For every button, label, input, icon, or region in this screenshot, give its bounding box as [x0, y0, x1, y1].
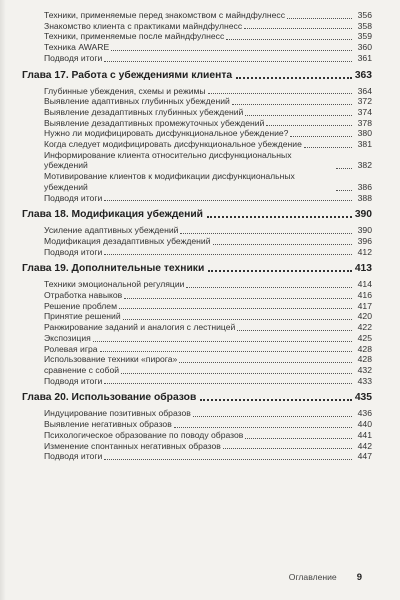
toc-entry-label: Знакомство клиента с практиками майндфулнесс [44, 20, 243, 31]
toc-entry-page: 440 [357, 419, 372, 430]
dot-leader [174, 427, 352, 428]
toc-entry-page: 436 [357, 408, 372, 419]
toc-entry-label: Ранжирование заданий и аналогия с лестницей [44, 322, 236, 333]
toc-entry-page: 358 [357, 20, 372, 31]
dot-leader [213, 244, 353, 245]
toc-entry [22, 193, 372, 204]
toc-entry [22, 419, 372, 430]
toc-entry-page: 420 [357, 311, 372, 322]
toc-entry-label: Модификация дезадаптивных убеждений [44, 235, 211, 246]
page-footer [289, 572, 362, 583]
toc-entry-label: Информирование клиента относительно дисфункциональных убеждений [44, 149, 292, 171]
toc-entry [22, 31, 372, 42]
dot-leader [104, 383, 352, 384]
toc-entry-page: 364 [357, 85, 372, 96]
toc-entry [22, 354, 372, 365]
chapter-page: 363 [354, 69, 372, 81]
dot-leader [124, 298, 352, 299]
dot-leader [266, 125, 352, 126]
toc-entry-page: 428 [357, 343, 372, 354]
toc-entry-label: Техника AWARE [44, 42, 110, 53]
dot-leader [100, 351, 352, 352]
toc-entry [22, 344, 372, 355]
toc-entry-page: 382 [357, 160, 372, 171]
dot-leader [104, 200, 352, 201]
toc-entry [22, 365, 372, 376]
toc-entry-label: Подводя итоги [44, 451, 103, 462]
toc-entry-page: 360 [357, 42, 372, 53]
toc-entry [22, 10, 372, 21]
toc-entry-page: 433 [357, 375, 372, 386]
dot-leader [179, 362, 352, 363]
dot-leader [245, 115, 352, 116]
toc-entry [22, 301, 372, 312]
toc-entry-label: сравнение с собой [44, 364, 120, 375]
dot-leader [290, 136, 352, 137]
toc-entry-page: 372 [357, 96, 372, 107]
toc-entry-page: 361 [357, 52, 372, 63]
footer-section-title: Оглавление [288, 572, 337, 582]
dot-leader [123, 319, 352, 320]
toc-entry-page: 412 [357, 246, 372, 257]
toc-entry-label: Мотивирование клиентов к модификации дисфункциональных убеждений [44, 171, 295, 192]
toc-entry [22, 441, 372, 452]
toc-entry-page: 417 [357, 300, 372, 311]
toc-entry-page: 396 [357, 235, 372, 246]
dot-leader [244, 28, 352, 29]
toc-entry [22, 430, 372, 441]
toc-entry-page: 442 [357, 440, 372, 451]
toc-entry-page: 416 [357, 290, 372, 301]
page-number: 9 [356, 572, 362, 583]
toc-entry-label: Выявление адаптивных глубинных убеждений [44, 96, 230, 107]
dot-leader [304, 147, 352, 148]
toc-entry [22, 86, 372, 97]
dot-leader [207, 216, 352, 218]
toc-entry [22, 290, 372, 301]
toc-entry-label: Подводя итоги [44, 375, 103, 386]
toc-entry [22, 107, 372, 118]
toc-entry-label: Глубинные убеждения, схемы и режимы [44, 85, 206, 96]
toc-entry [22, 150, 372, 171]
toc-entry [22, 96, 372, 107]
toc-entry [22, 225, 372, 236]
dot-leader [336, 168, 352, 169]
dot-leader [287, 18, 352, 19]
toc-entry-label: Когда следует модифицировать дисфункциональное убеждение [44, 139, 302, 150]
dot-leader [93, 341, 352, 342]
dot-leader [186, 287, 352, 288]
toc-entry-page: 380 [357, 128, 372, 139]
chapter-title: Глава 18. Модификация убеждений [22, 209, 204, 221]
chapter-page: 435 [354, 392, 372, 404]
chapter-title: Глава 20. Использование образов [22, 392, 197, 404]
table-of-contents [22, 10, 372, 462]
dot-leader [104, 61, 352, 62]
toc-entry-page: 386 [357, 181, 372, 192]
dot-leader [237, 330, 352, 331]
dot-leader [200, 399, 352, 401]
toc-entry-label: Индуцирование позитивных образов [44, 408, 191, 419]
toc-entry-page: 432 [357, 364, 372, 375]
toc-entry-page: 447 [357, 451, 372, 462]
toc-entry-label: Отработка навыков [44, 290, 123, 301]
toc-entry [22, 118, 372, 129]
chapter-title: Глава 17. Работа с убеждениями клиента [22, 69, 233, 81]
toc-entry-label: Подводя итоги [44, 246, 103, 257]
dot-leader [226, 39, 352, 40]
toc-entry-label: Подводя итоги [44, 192, 103, 203]
dot-leader [208, 270, 352, 272]
toc-entry-page: 422 [357, 322, 372, 333]
toc-entry-page: 388 [357, 192, 372, 203]
dot-leader [236, 77, 352, 79]
toc-entry [22, 376, 372, 387]
dot-leader [104, 254, 352, 255]
toc-entry [22, 139, 372, 150]
dot-leader [180, 233, 352, 234]
dot-leader [121, 373, 352, 374]
toc-entry [22, 311, 372, 322]
toc-entry-label: Техники эмоциональной регуляции [44, 279, 185, 290]
toc-entry [22, 451, 372, 462]
toc-entry-label: Психологическое образование по поводу образов [44, 429, 244, 440]
toc-entry [22, 53, 372, 64]
toc-entry-label: Подводя итоги [44, 52, 103, 63]
dot-leader [208, 93, 352, 94]
chapter-heading [22, 263, 372, 275]
toc-entry-label: Выявление негативных образов [44, 419, 172, 430]
toc-entry-page: 359 [357, 31, 372, 42]
dot-leader [336, 190, 352, 191]
toc-entry-label: Техники, применяемые перед знакомством с майндфулнесс [44, 10, 286, 20]
toc-entry-page: 356 [357, 10, 372, 20]
toc-entry-page: 414 [357, 279, 372, 290]
dot-leader [232, 104, 352, 105]
dot-leader [104, 459, 352, 460]
toc-entry-page: 425 [357, 332, 372, 343]
toc-entry [22, 171, 372, 192]
toc-entry-page: 381 [357, 139, 372, 150]
toc-entry-page: 378 [357, 117, 372, 128]
toc-entry [22, 236, 372, 247]
chapter-page: 413 [354, 263, 372, 275]
toc-entry [22, 128, 372, 139]
toc-entry [22, 333, 372, 344]
toc-entry [22, 42, 372, 53]
chapter-heading [22, 392, 372, 404]
dot-leader [111, 50, 352, 51]
toc-entry-label: Экспозиция [44, 332, 91, 343]
toc-entry [22, 408, 372, 419]
toc-entry-label: Изменение спонтанных негативных образов [44, 440, 221, 451]
toc-entry-page: 428 [357, 354, 372, 365]
toc-entry [22, 247, 372, 258]
spine-shadow [0, 0, 6, 600]
toc-entry [22, 279, 372, 290]
toc-entry-label: Усиление адаптивных убеждений [44, 225, 179, 236]
toc-entry-page: 441 [357, 429, 372, 440]
dot-leader [223, 448, 352, 449]
toc-entry [22, 322, 372, 333]
chapter-heading [22, 209, 372, 221]
toc-entry-label: Принятие решений [44, 311, 121, 322]
chapter-heading [22, 70, 372, 82]
toc-entry-label: Выявление дезадаптивных промежуточных убеждений [44, 117, 265, 128]
toc-entry-label: Ролевая игра [44, 343, 98, 354]
chapter-title: Глава 19. Дополнительные техники [22, 263, 205, 275]
toc-entry-label: Выявление дезадаптивных глубинных убеждений [44, 106, 244, 117]
chapter-page: 390 [354, 209, 372, 221]
toc-entry [22, 21, 372, 32]
dot-leader [193, 416, 352, 417]
toc-entry-label: Техники, применяемые после майндфулнесс [44, 31, 225, 42]
dot-leader [245, 438, 352, 439]
toc-entry-page: 374 [357, 106, 372, 117]
toc-entry-label: Нужно ли модифицировать дисфункциональное убеждение? [44, 128, 289, 139]
dot-leader [119, 308, 352, 309]
toc-entry-label: Решение проблем [44, 300, 117, 311]
toc-entry-label: Использование техники «пирога» [44, 354, 178, 365]
toc-entry-page: 390 [357, 225, 372, 236]
